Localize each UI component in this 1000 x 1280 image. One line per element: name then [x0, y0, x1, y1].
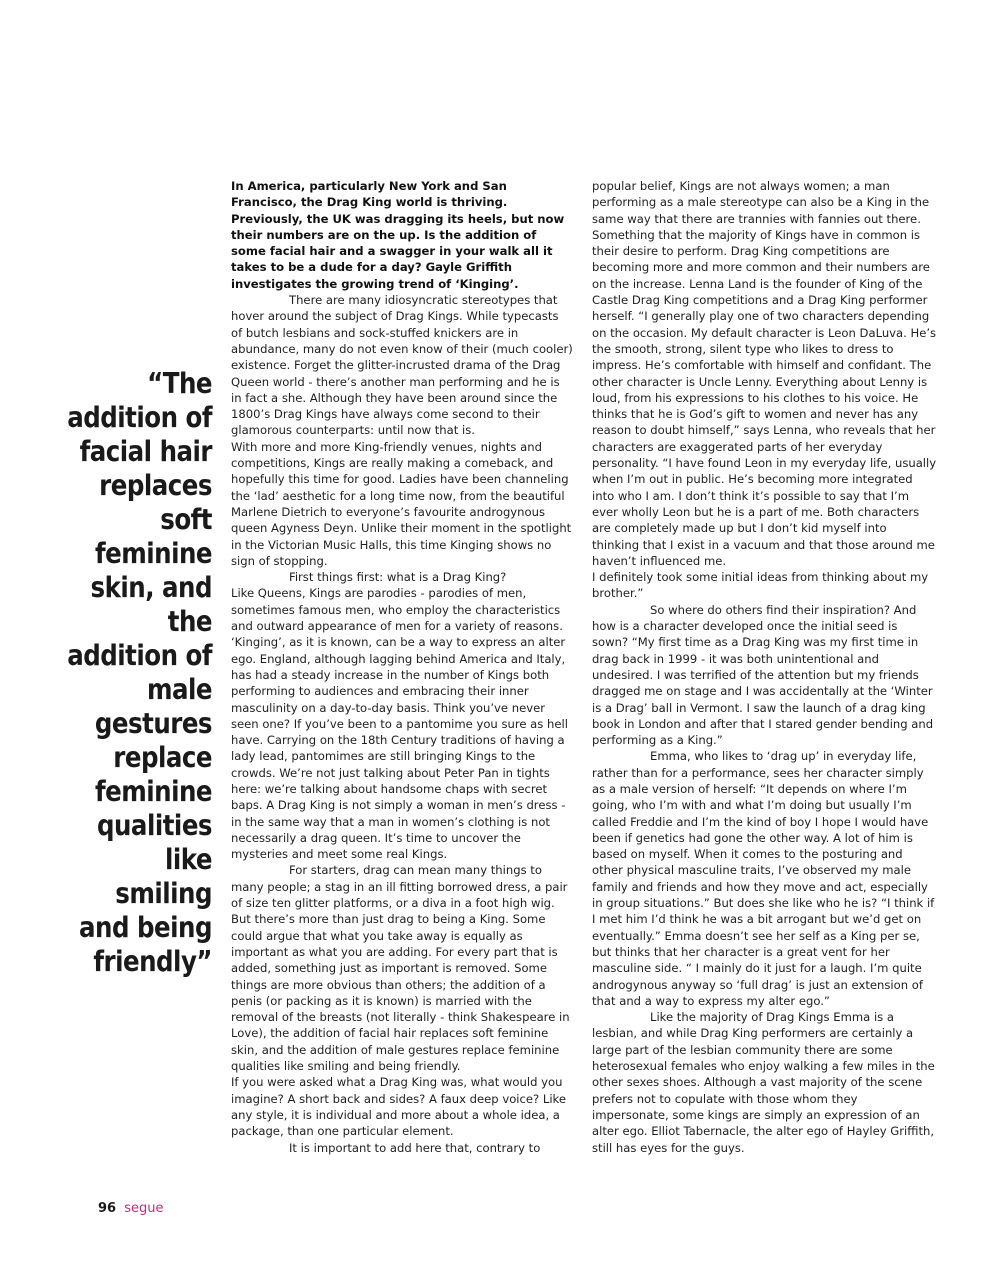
body-paragraph: So where do others find their inspiration? And how is a character developed once the initial seed is sown? “My first time as a Drag King was my first time in drag back in 1999 - it was both unintentional and undesired. I was terrified of the attention but my friends dragged me on stage and I was accidentally at the ‘Winter is a Drag’ ball in Vermont. I saw the launch of a drag king book in London and after that I stared gender bending and performing as a King.”	[592, 602, 934, 748]
body-paragraph: Emma, who likes to ‘drag up’ in everyday life, rather than for a performance, sees her character simply as a male version of herself: “It depends on where I’m going, who I’m with and what I’m doing but usually I’m called Freddie and I’m the kind of boy I hope I would have been if genetics had gone the other way. A lot of him is based on myself. When it comes to the posturing and other physical masculine traits, I’ve observed my male family and friends and how they move and act, especially in group situations.” But does she like who he is? “I think if I met him I’d think he was a bit arrogant but we’d get on eventually.” Emma doesn’t see her self as a King per se, but thinks that her character is a great vent for her masculine side. “ I mainly do it just for a laugh. I’m quite androgynous anyway so ‘full drag’ is just an extension of that and a way to express my alter ego.”	[592, 749, 935, 1008]
body-paragraph: Like the majority of Drag Kings Emma is a lesbian, and while Drag King performers are certainly a large part of the lesbian community there are some heterosexual females who enjoy walking a few miles in the other sexes shoes. Although a vast majority of the scene prefers not to copulate with those whom they impersonate, some kings are simply an expression of an alter ego. Elliot Tabernacle, the alter ego of Hayley Griffith, still has eyes for the guys.	[592, 1010, 935, 1155]
body-paragraph: For starters, drag can mean many things to many people; a stag in an ill fitting borrowed dress, a pair of size ten glitter platforms, or a diva in a foot high wig. But there’s more than just drag to being a King. Some could argue that what you take away is equally as important as what you are adding. For every part that is added, something just as important is removed. Some things are more obvious than others; the addition of a penis (or packing as it is known) is married with the removal of the breasts (not literally - think Shakespeare in Love), the addition of facial hair replaces soft feminine skin, and the addition of male gestures replace feminine qualities like smiling and being friendly.	[231, 863, 570, 1074]
article-standfirst: In America, particularly New York and San Francisco, the Drag King world is thriving. Previously, the UK was dragging its heels, but now their numbers are on the up. Is the addition of some facial hair and a swagger in your walk all it takes to be a dude for a day? Gayle Griffith investigates the growing trend of ‘Kinging’.	[231, 179, 565, 291]
article-column-left	[231, 178, 573, 1156]
pull-quote: “The addition of facial hair replaces soft feminine skin, and the addition of male gestures replace feminine qualities like smiling and being friendly”	[67, 367, 212, 978]
body-paragraph: With more and more King-friendly venues, nights and competitions, Kings are really making a comeback, and hopefully this time for good. Ladies have been channeling the ‘lad’ aesthetic for a long time now, from the beautiful Marlene Dietrich to everyone’s favourite androgynous queen Agyness Deyn. Unlike their moment in the spotlight in the Victorian Music Halls, this time Kinging shows no sign of stopping.	[231, 439, 572, 568]
page-footer	[98, 1201, 164, 1216]
page-number: 96	[98, 1201, 117, 1216]
article-column-right	[592, 178, 937, 1156]
body-paragraph: Like Queens, Kings are parodies - parodies of men, sometimes famous men, who employ the characteristics and outward appearance of men for a variety of reasons. ‘Kinging’, as it is known, can be a way to express an alter ego. England, although lagging behind America and Italy, has had a steady increase in the number of Kings both performing to audiences and embracing their inner masculinity on a day-to-day basis. Think you’ve never seen one? If you’ve been to a pantomime you sure as hell have. Carrying on the 18th Century traditions of having a lady lead, pantomimes are still bringing Kings to the crowds. We’re not just talking about Peter Pan in tights here: we’re talking about handsome chaps with secret baps. A Drag King is not simply a woman in men’s dress - in the same way that a man in women’s clothing is not necessarily a drag queen. It’s time to uncover the mysteries and meet some real Kings.	[231, 586, 568, 862]
body-paragraph: First things first: what is a Drag King?	[289, 570, 507, 585]
magazine-name: segue	[124, 1201, 164, 1216]
body-paragraph: I definitely took some initial ideas from thinking about my brother.”	[592, 570, 929, 601]
body-paragraph: There are many idiosyncratic stereotypes that hover around the subject of Drag Kings. While typecasts of butch lesbians and sock-stuffed knickers are in abundance, many do not even know of their (much cooler) existence. Forget the glitter-incrusted drama of the Drag Queen world - there’s another man performing and he is in fact a she. Although they have been around since the 1800’s Drag Kings have always come second to their glamorous counterparts: until now that is.	[231, 293, 573, 438]
body-paragraph: It is important to add here that, contrary to	[289, 1140, 541, 1155]
body-paragraph: If you were asked what a Drag King was, what would you imagine? A short back and sides? A faux deep voice? Like any style, it is individual and more about a whole idea, a package, than one particular element.	[231, 1075, 566, 1139]
body-paragraph: popular belief, Kings are not always women; a man performing as a male stereotype can also be a King in the same way that there are trannies with fannies out there. Something that the majority of Kings have in common is their desire to perform. Drag King competitions are becoming more and more common and their numbers are on the increase. Lenna Land is the founder of King of the Castle Drag King competitions and a Drag King performer herself. “I generally play one of two characters depending on the occasion. My default character is Leon DaLuva. He’s the smooth, strong, silent type who likes to dress to impress. He’s comfortable with himself and confidant. The other character is Uncle Lenny. Everything about Lenny is loud, from his expressions to his clothes to his voice. He thinks that he is God’s gift to women and never has any reason to doubt himself,” says Lenna, who reveals that her characters are exaggerated parts of her everyday personality. “I have found Leon in my everyday life, usually when I’m out in public. He’s becoming more integrated into who I am. I don’t think it’s possible to say that I’m ever wholly Leon but he is a part of me. Both characters are completely made up but I don’t kid myself into thinking that I exist in a vacuum and that those around me haven’t influenced me.	[592, 179, 937, 568]
